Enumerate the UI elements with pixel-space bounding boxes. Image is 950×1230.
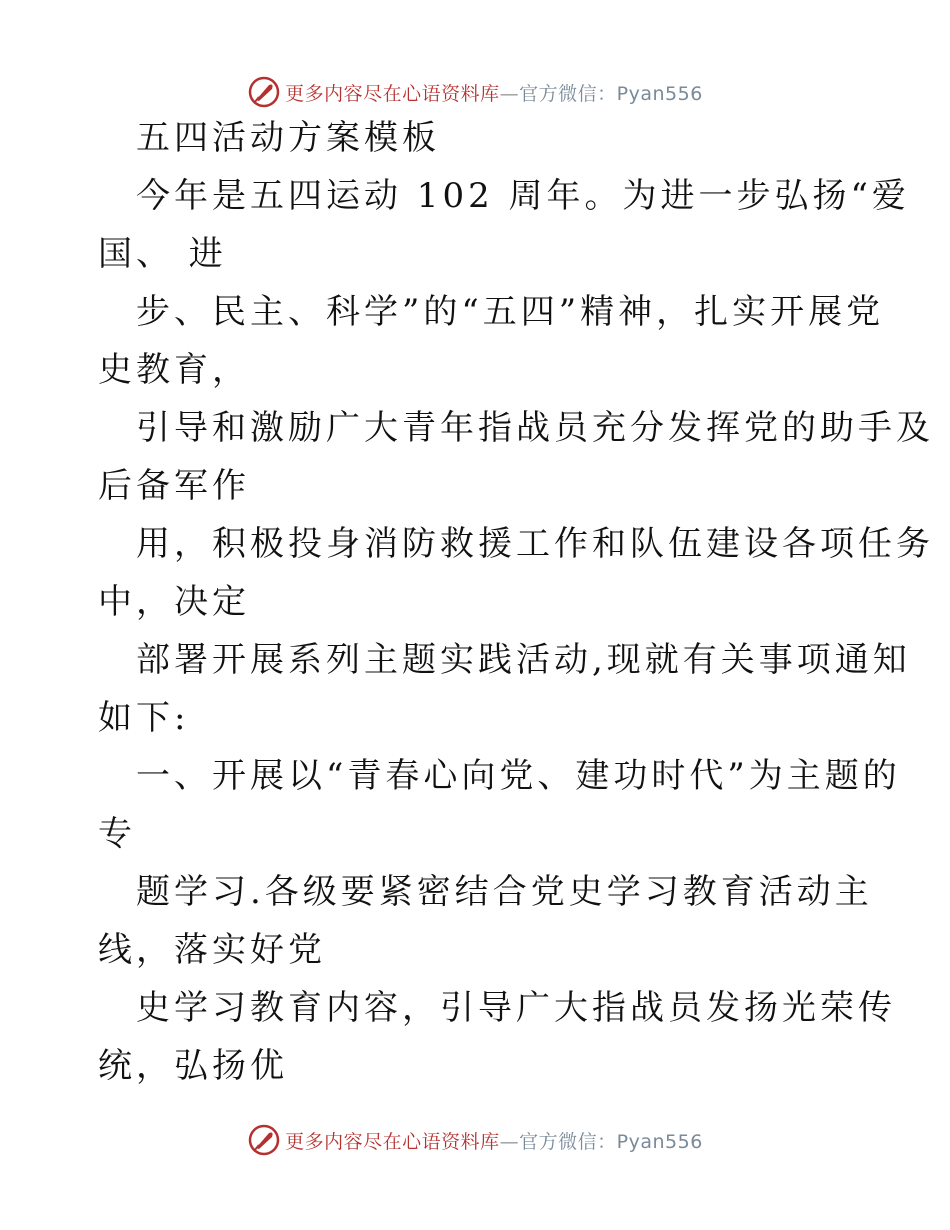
document-line: 中，决定: [98, 582, 250, 622]
watermark-contact: 官方微信：Pyan556: [519, 82, 703, 105]
document-line: 统，弘扬优: [98, 1046, 288, 1086]
document-line: 部署开展系列主题实践活动,现就有关事项通知: [136, 640, 911, 680]
document-line: 线，落实好党: [98, 930, 326, 970]
watermark-dash: —: [499, 82, 520, 105]
document-line: 引导和激励广大青年指战员充分发挥党的助手及: [136, 408, 934, 448]
header-watermark: [0, 72, 950, 112]
watermark-text: [285, 1127, 703, 1154]
watermark-contact: 官方微信：Pyan556: [519, 1130, 703, 1153]
watermark-dash: —: [499, 1130, 520, 1153]
document-line: 步、民主、科学”的“五四”精神，扎实开展党: [136, 292, 885, 332]
watermark-site: 更多内容尽在心语资料库: [285, 82, 500, 105]
document-line: 专: [98, 814, 136, 854]
document-line: 史教育，: [98, 350, 250, 390]
document-line: 题学习.各级要紧密结合党史学习教育活动主: [136, 872, 873, 912]
document-line: 国、 进: [98, 234, 227, 274]
document-line: 后备军作: [98, 466, 250, 506]
watermark-text: [285, 79, 703, 106]
feather-logo-icon: [247, 1123, 281, 1157]
document-line: 用，积极投身消防救援工作和队伍建设各项任务: [136, 524, 934, 564]
feather-logo-icon: [247, 75, 281, 109]
document-line: 一、开展以“青春心向党、建功时代”为主题的: [136, 756, 901, 796]
document-line: 五四活动方案模板: [136, 118, 440, 158]
watermark-site: 更多内容尽在心语资料库: [285, 1130, 500, 1153]
footer-watermark: [0, 1120, 950, 1160]
document-line: 史学习教育内容，引导广大指战员发扬光荣传: [136, 988, 896, 1028]
document-line: 今年是五四运动 102 周年。为进一步弘扬“爱: [136, 176, 910, 216]
document-line: 如下:: [98, 698, 190, 738]
